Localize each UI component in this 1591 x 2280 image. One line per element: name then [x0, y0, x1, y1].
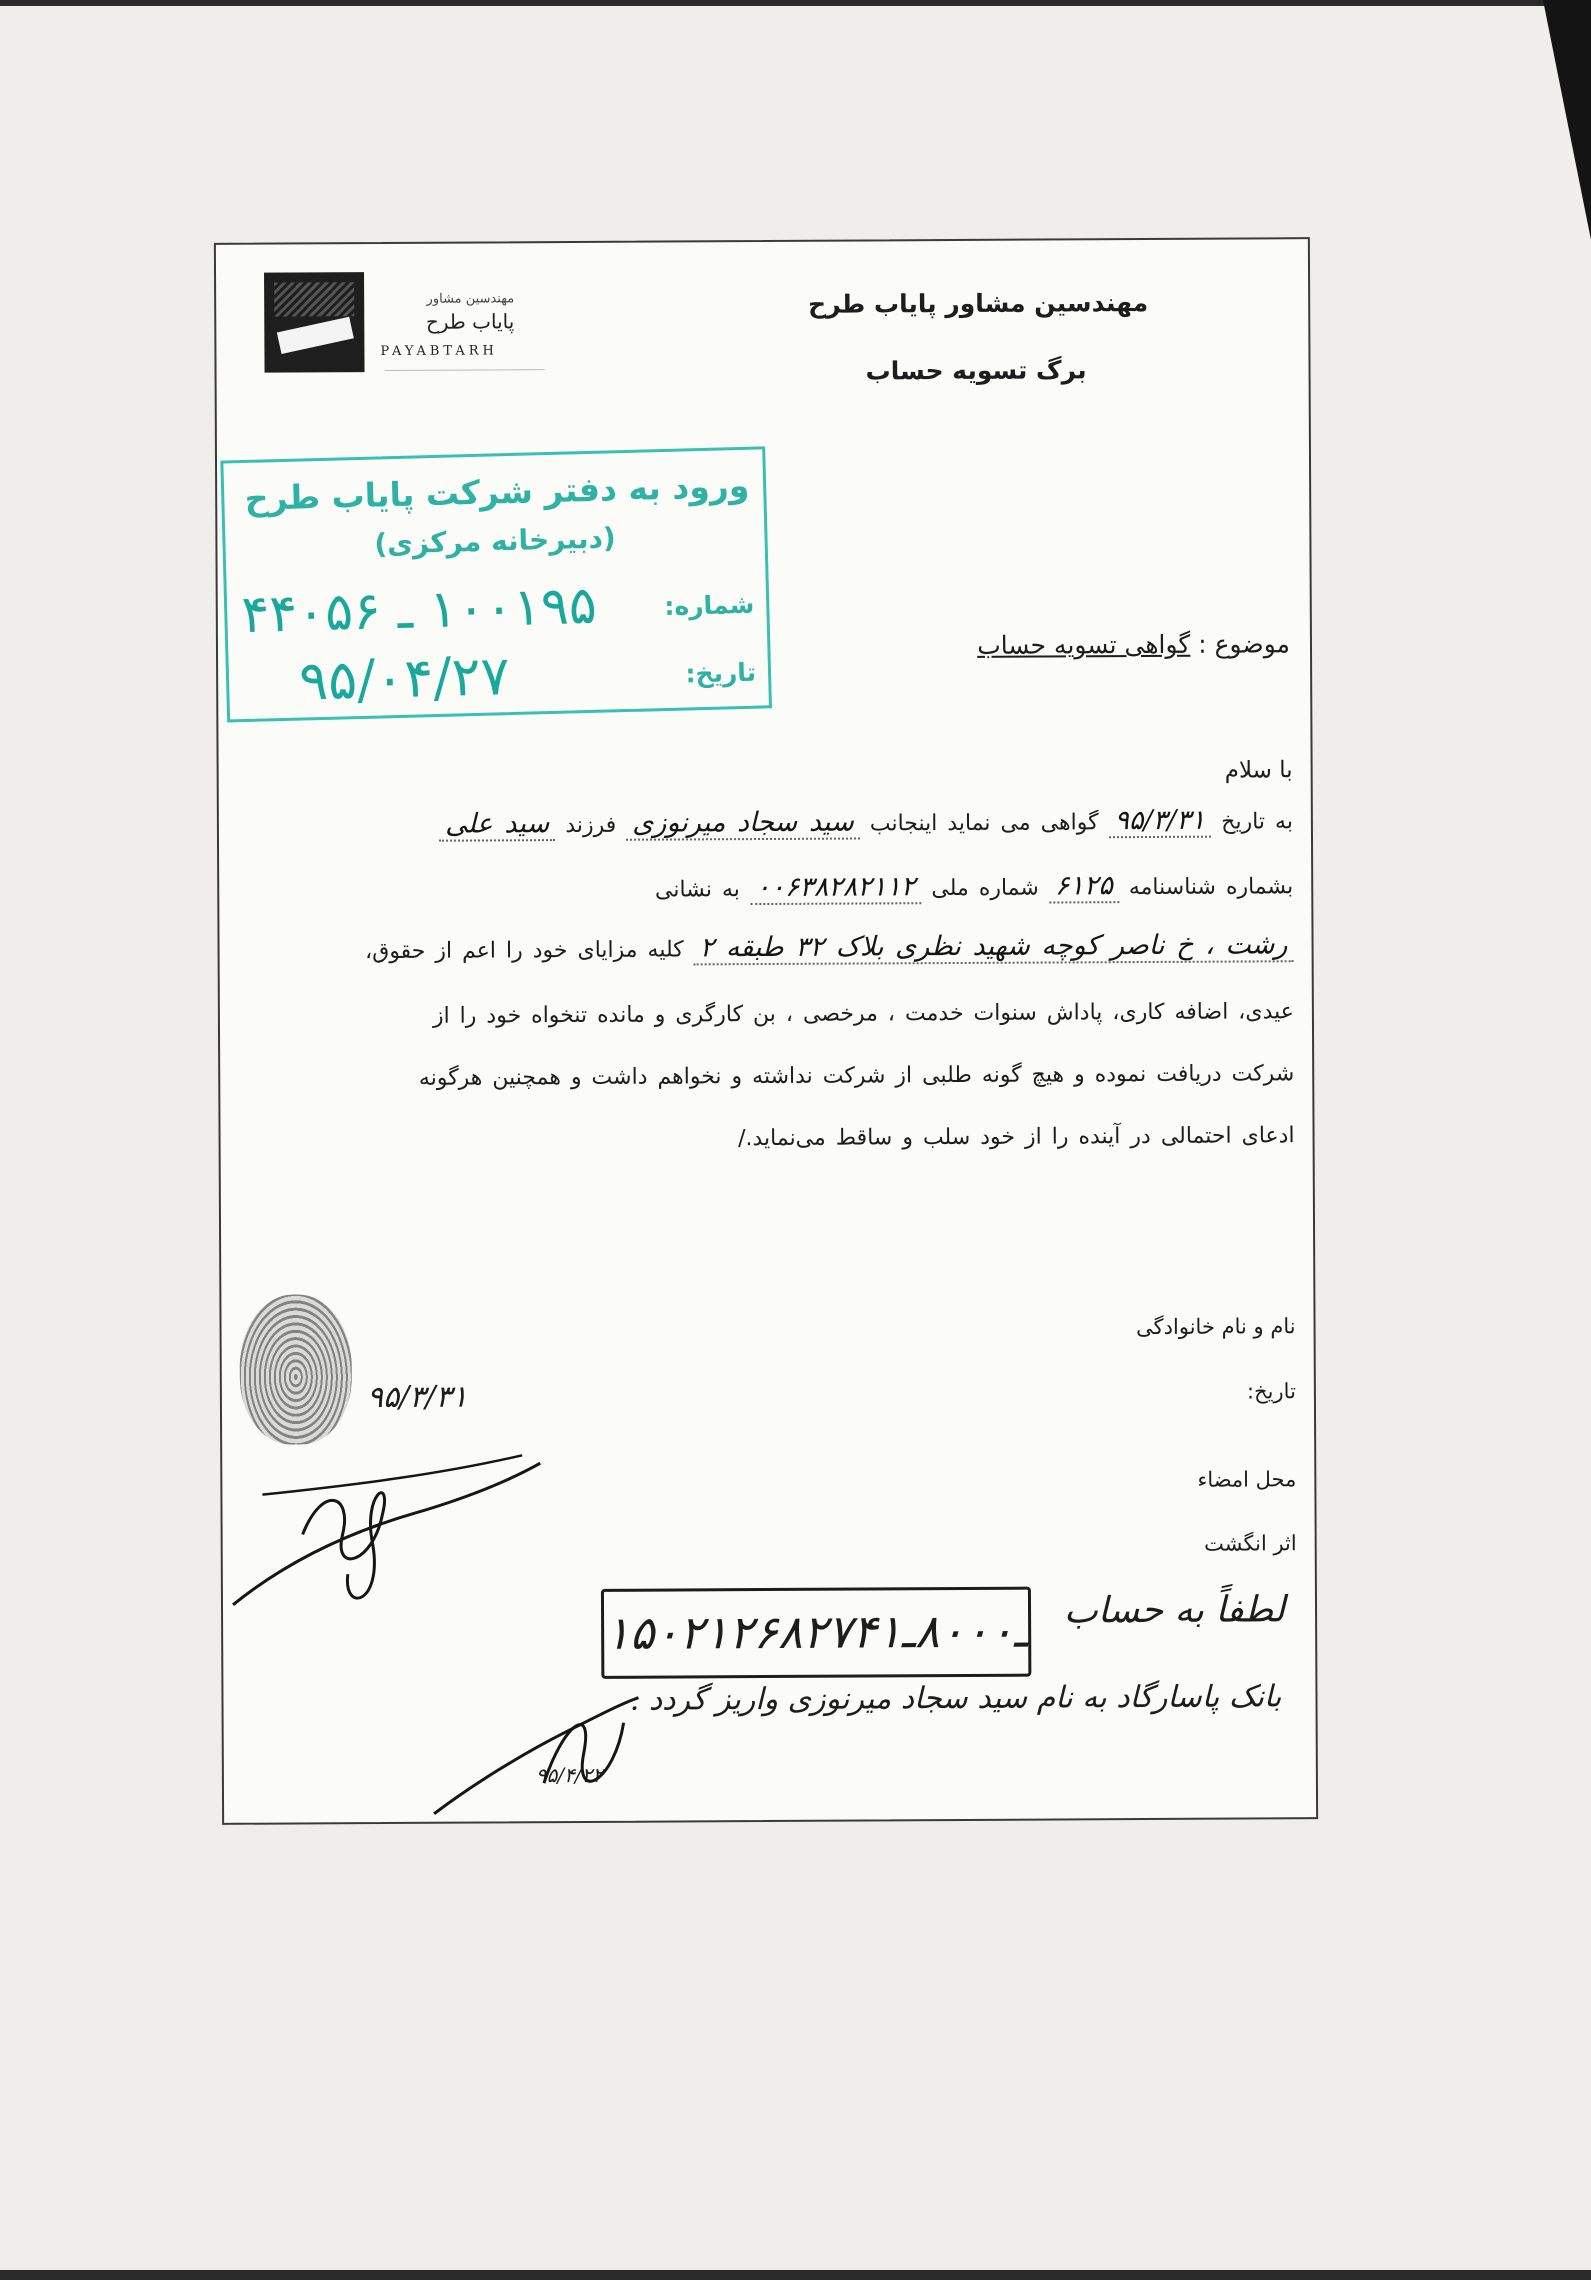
signature-place-label: محل امضاء: [1197, 1467, 1297, 1492]
benefits-text: کلیه مزایای خود را اعم از حقوق،: [365, 937, 684, 965]
letter-line-1: [439, 804, 1293, 839]
full-name-label: نام و نام خانوادگی: [1136, 1314, 1296, 1340]
letter-line-3: [365, 929, 1294, 965]
signature-date-handwritten: ۹۵/۳/۳۱: [366, 1379, 468, 1416]
id-number-handwritten: ۶۱۲۵: [1049, 870, 1119, 903]
employee-signature: [222, 1363, 543, 1625]
stamp-date-value: ۹۵/۰۴/۲۷: [298, 644, 511, 713]
scan-edge: [0, 2270, 1591, 2280]
company-logo: [264, 271, 583, 383]
stamp-date-label: تاریخ:: [685, 657, 757, 689]
stamp-line2: (دبیرخانه مرکزی): [373, 521, 617, 561]
logo-underline: [385, 369, 545, 371]
national-id-label: شماره ملی: [931, 875, 1039, 902]
note-line-2: بانک پاسارگاد به نام سید سجاد میرنوزی واریز گردد .: [629, 1679, 1282, 1718]
greeting: با سلام: [1224, 757, 1293, 784]
thumbprint-label: اثر انگشت: [1204, 1531, 1297, 1556]
stamp-number-label: شماره:: [664, 589, 755, 622]
registration-stamp: [220, 446, 772, 722]
letter-line-5: شرکت دریافت نموده و هیچ گونه طلبی از شرکت نداشته و نخواهم داشت و همچنین هرگونه: [418, 1061, 1295, 1091]
manager-signature: [423, 1683, 644, 1824]
signature-date-label: تاریخ:: [1246, 1379, 1296, 1404]
certify-text: گواهی می نماید اینجانب: [869, 810, 1099, 837]
settlement-form-sheet: [214, 237, 1318, 1825]
subject-line: [977, 629, 1290, 660]
employee-name-handwritten: سید سجاد میرنوزی: [626, 807, 860, 841]
stamp-number-value: ۱۰۰۱۹۵ ـ ۴۴۰۵۶: [240, 575, 598, 646]
logo-name-en: PAYABTARH: [380, 343, 498, 360]
child-of-label: فرزند: [565, 812, 617, 839]
form-title: برگ تسویه حساب: [865, 355, 1087, 386]
logo-mark-icon: [264, 272, 365, 373]
bank-account-box: ۱۵۰۲ـ۸۰۰۰ـ۱۲۶۸۲۷۴۱: [601, 1587, 1031, 1679]
father-name-handwritten: سید علی: [439, 808, 555, 842]
logo-tagline: مهندسین مشاور: [426, 291, 515, 307]
subject-label: موضوع :: [1198, 629, 1291, 659]
id-label: بشماره شناسنامه: [1128, 874, 1294, 901]
scan-edge: [0, 0, 1591, 6]
letter-line-6: ادعای احتمالی در آینده را از خود سلب و ساقط می‌نماید./: [737, 1123, 1295, 1152]
stamp-line1: ورود به دفتر شرکت پایاب طرح: [244, 465, 750, 518]
national-id-handwritten: ۰۰۶۳۸۲۸۲۱۱۲: [750, 871, 922, 905]
address-label: به نشانی: [654, 877, 740, 903]
letter-line-2: [655, 869, 1293, 903]
scan-corner-shadow: [1543, 0, 1591, 240]
date-label: به تاریخ: [1221, 809, 1293, 835]
note-line-1: لطفاً به حساب: [1063, 1589, 1286, 1632]
letter-line-4: عیدی، اضافه کاری، پاداش سنوات خدمت ، مرخصی ، بن کارگری و مانده تنخواه خود را از: [432, 999, 1294, 1029]
logo-name-fa: پایاب طرح: [425, 309, 515, 334]
note-date: ۹۵/۴/۲۲: [535, 1762, 604, 1788]
subject-value: گواهی تسویه حساب: [977, 629, 1191, 660]
company-name: مهندسین مشاور پایاب طرح: [808, 287, 1149, 319]
address-handwritten: رشت ، خ ناصر کوچه شهید نظری بلاک ۳۲ طبقه ۲: [694, 929, 1294, 965]
letter-date-handwritten: ۹۵/۳/۳۱: [1108, 805, 1211, 839]
